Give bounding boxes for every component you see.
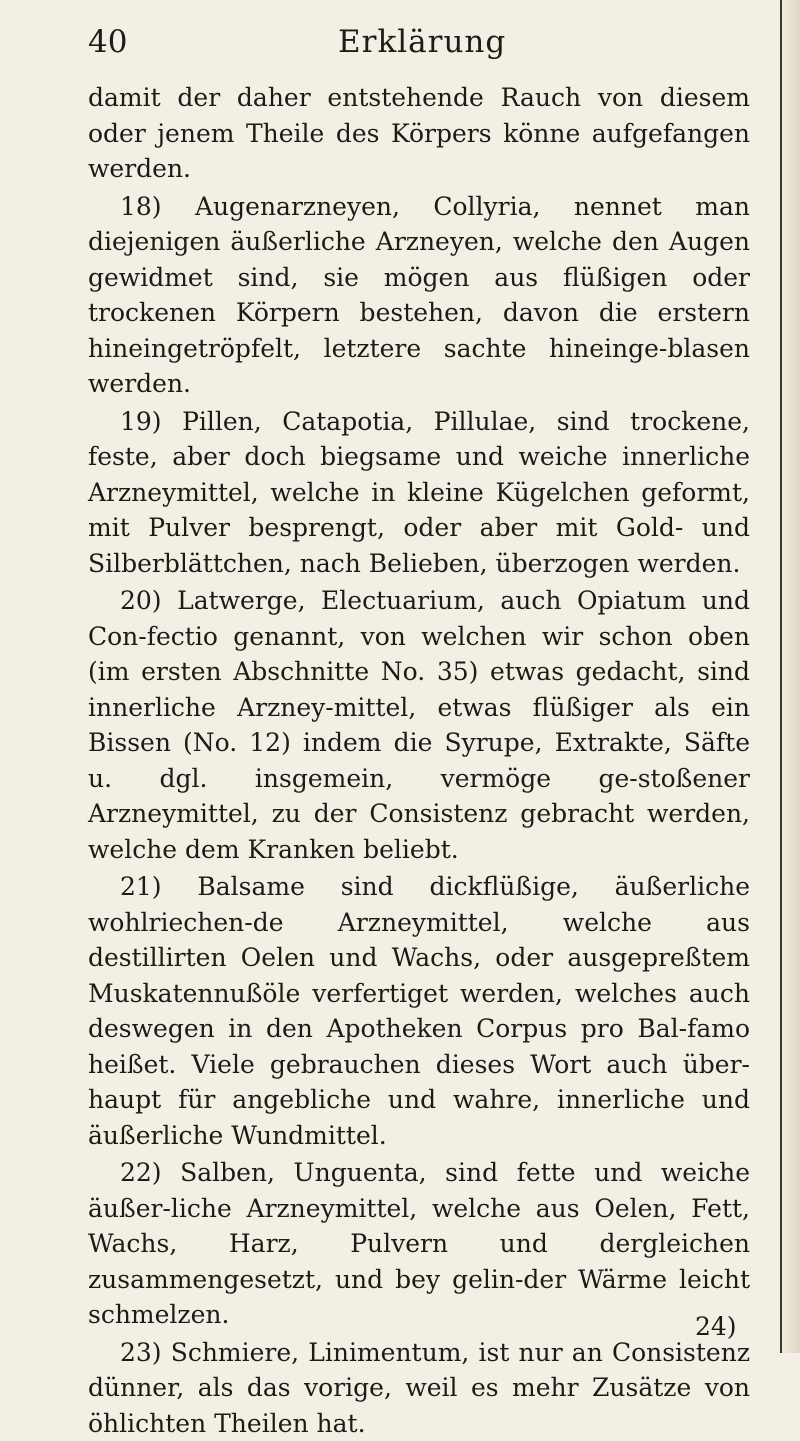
catchword: 24): [695, 1312, 737, 1341]
entry-20-latwerge: 20) Latwerge, Electuarium, auch Opiatum und Con-fectio genannt, von welchen wir schon oben (im ersten Abschnitte No. 35) etwas gedacht, sind innerliche Arzney-mittel, etwas flüßiger als ein Bissen (No. 12) indem die Syrupe, Extrakte, Säfte u. dgl. insgemein, vermöge ge-stoßener Arzneymittel, zu der Consistenz gebracht werden, welche dem Kranken beliebt.: [88, 583, 750, 867]
entry-19-pillen: 19) Pillen, Catapotia, Pillulae, sind trockene, feste, aber doch biegsame und weiche innerliche Arzneymittel, welche in kleine Kügelchen geformt, mit Pulver besprengt, oder aber mit Gold- und Silberblättchen, nach Belieben, überzogen werden.: [88, 404, 750, 582]
paragraph-continuation: damit der daher entstehende Rauch von diesem oder jenem Theile des Körpers könne aufgefangen werden.: [88, 80, 750, 187]
page-header: [88, 20, 708, 70]
entry-21-balsame: 21) Balsame sind dickflüßige, äußerliche wohlriechen-de Arzneymittel, welche aus destillirten Oelen und Wachs, oder ausgepreßtem Muskatennußöle verfertiget werden, welches auch deswegen in den Apotheken Corpus pro Bal-famo heißet. Viele gebrauchen dieses Wort auch über-haupt für angebliche und wahre, innerliche und äußerliche Wundmittel.: [88, 869, 750, 1153]
entry-18-augenarzneyen: 18) Augenarzneyen, Collyria, nennet man diejenigen äußerliche Arzneyen, welche den Augen gewidmet sind, sie mögen aus flüßigen oder trockenen Körpern bestehen, davon die erstern hineingetröpfelt, letztere sachte hineinge-blasen werden.: [88, 189, 750, 402]
page-number: 40: [88, 24, 127, 60]
body-text: [88, 80, 750, 1441]
entry-23-schmiere: 23) Schmiere, Linimentum, ist nur an Consistenz dünner, als das vorige, weil es mehr Zusätze von öhlichten Theilen hat.: [88, 1335, 750, 1441]
running-title: Erklärung: [338, 24, 506, 60]
entry-22-salben: 22) Salben, Unguenta, sind fette und weiche äußer-liche Arzneymittel, welche aus Oelen, Fett, Wachs, Harz, Pulvern und dergleichen zusammengesetzt, und bey gelin-der Wärme leicht schmelzen.: [88, 1155, 750, 1333]
page-edge: [780, 0, 800, 1353]
